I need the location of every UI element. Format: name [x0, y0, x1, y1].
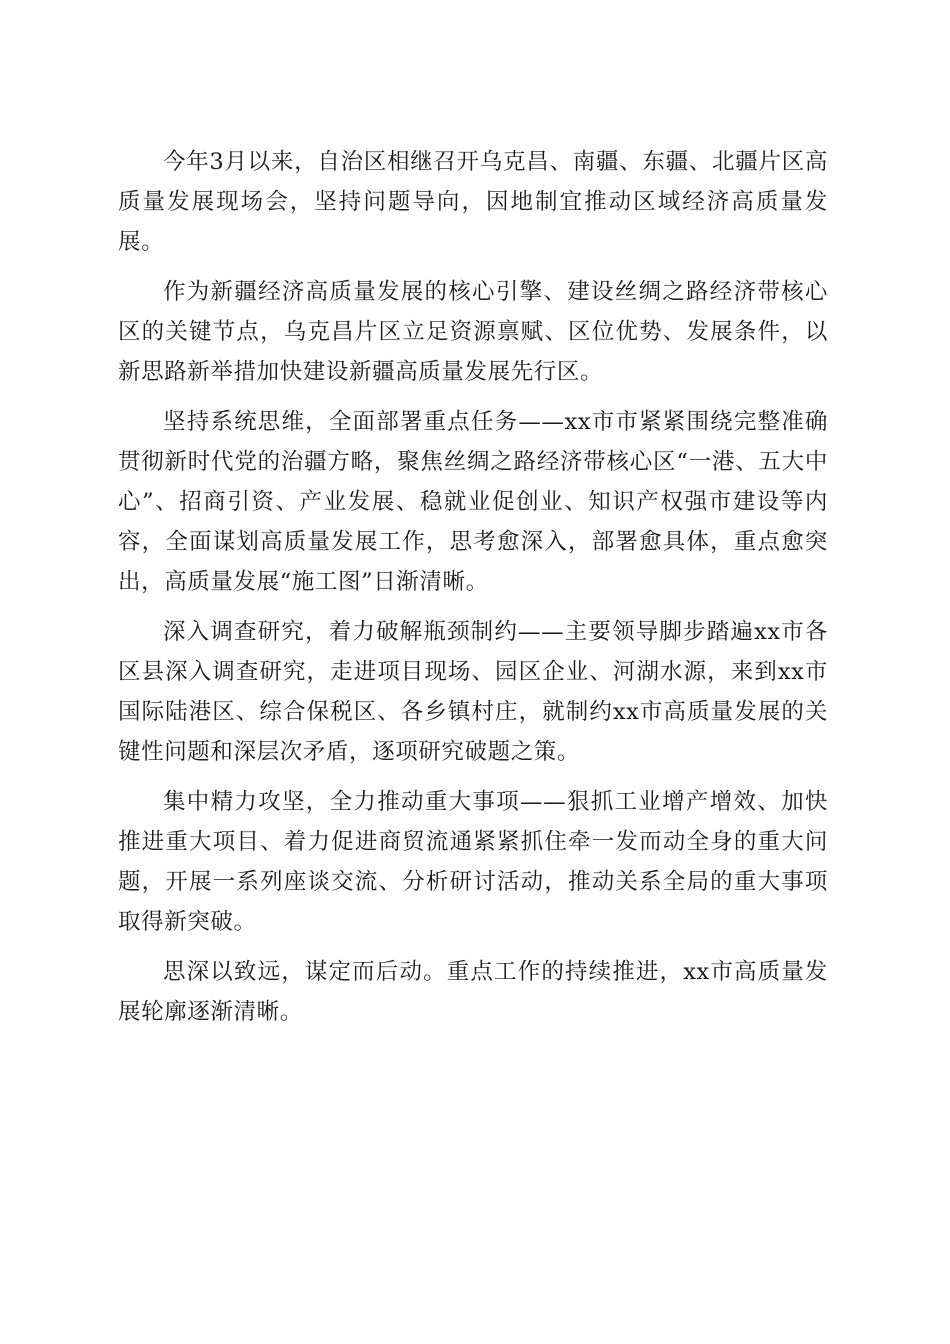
paragraph-intro: 今年3月以来，自治区相继召开乌克昌、南疆、东疆、北疆片区高质量发展现场会，坚持问题导向，因地制宜推动区域经济高质量发展。 — [118, 149, 828, 255]
paragraph-conclusion: 思深以致远，谋定而后动。重点工作的持续推进，xx市高质量发展轮廓逐渐清晰。 — [118, 959, 828, 1025]
paragraph-systematic-thinking: 坚持系统思维，全面部署重点任务——xx市市紧紧围绕完整准确贯彻新时代党的治疆方略，聚焦丝绸之路经济带核心区“一港、五大中心”、招商引资、产业发展、稳就业促创业、知识产权强市建设等内容，全面谋划高质量发展工作，思考愈深入，部署愈具体，重点愈突出，高质量发展“施工图”日渐清晰。 — [118, 409, 828, 595]
paragraph-core-engine: 作为新疆经济高质量发展的核心引擎、建设丝绸之路经济带核心区的关键节点，乌克昌片区立足资源禀赋、区位优势、发展条件，以新思路新举措加快建设新疆高质量发展先行区。 — [118, 279, 828, 385]
document-body — [118, 142, 828, 1042]
paragraph-major-items: 集中精力攻坚，全力推动重大事项——狠抓工业增产增效、加快推进重大项目、着力促进商贸流通紧紧抓住牵一发而动全身的重大问题，开展一系列座谈交流、分析研讨活动，推动关系全局的重大事项取得新突破。 — [118, 789, 828, 935]
paragraph-research: 深入调查研究，着力破解瓶颈制约——主要领导脚步踏遍xx市各区县深入调查研究，走进项目现场、园区企业、河湖水源，来到xx市国际陆港区、综合保税区、各乡镇村庄，就制约xx市高质量发展的关键性问题和深层次矛盾，逐项研究破题之策。 — [118, 619, 828, 765]
